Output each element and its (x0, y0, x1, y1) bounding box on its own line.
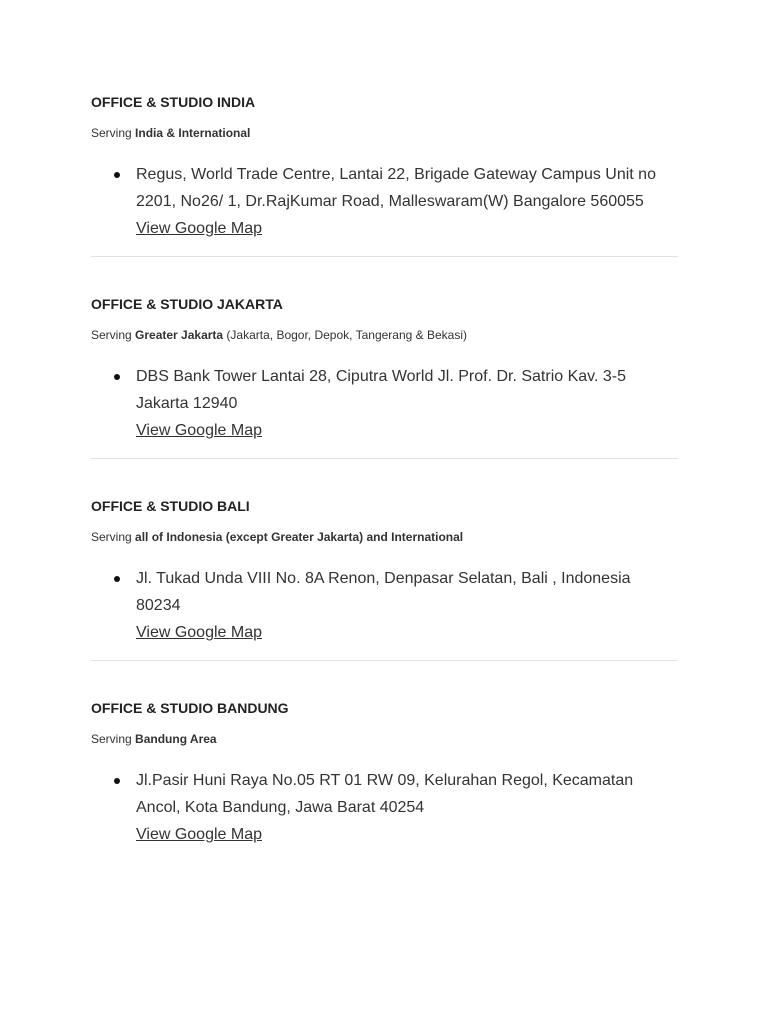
view-google-map-link[interactable]: View Google Map (136, 220, 262, 237)
address-list (91, 161, 678, 242)
address-text: Jl. Tukad Unda VIII No. 8A Renon, Denpasar Selatan, Bali , Indonesia 80234 (136, 570, 631, 614)
serving-suffix: (Jakarta, Bogor, Depok, Tangerang & Bekasi) (223, 328, 468, 342)
serving-text (91, 125, 678, 141)
serving-region: all of Indonesia (except Greater Jakarta) and International (135, 530, 464, 544)
address-list (91, 767, 678, 848)
office-india (91, 93, 678, 256)
view-google-map-link[interactable]: View Google Map (136, 826, 262, 843)
office-bandung (91, 660, 678, 862)
address-list (91, 565, 678, 646)
office-title: OFFICE & STUDIO INDIA (91, 94, 256, 110)
office-bali (91, 458, 678, 660)
serving-region: India & International (135, 126, 251, 140)
serving-text (91, 731, 678, 747)
office-title: OFFICE & STUDIO BANDUNG (91, 700, 289, 716)
office-title: OFFICE & STUDIO BALI (91, 498, 250, 514)
serving-prefix: Serving (91, 126, 136, 140)
office-list (91, 93, 678, 862)
address-item (136, 767, 678, 848)
serving-prefix: Serving (91, 530, 136, 544)
serving-region: Bandung Area (135, 732, 217, 746)
serving-prefix: Serving (91, 732, 136, 746)
address-text: Jl.Pasir Huni Raya No.05 RT 01 RW 09, Kelurahan Regol, Kecamatan Ancol, Kota Bandung, Jawa Barat 40254 (136, 772, 634, 816)
address-list (91, 363, 678, 444)
address-text: Regus, World Trade Centre, Lantai 22, Brigade Gateway Campus Unit no 2201, No26/ 1, Dr.RajKumar Road, Malleswaram(W) Bangalore 560055 (136, 166, 656, 210)
serving-text (91, 529, 678, 545)
address-item (136, 565, 678, 646)
office-title: OFFICE & STUDIO JAKARTA (91, 296, 283, 312)
view-google-map-link[interactable]: View Google Map (136, 422, 262, 439)
view-google-map-link[interactable]: View Google Map (136, 624, 262, 641)
serving-prefix: Serving (91, 328, 136, 342)
address-text: DBS Bank Tower Lantai 28, Ciputra World Jl. Prof. Dr. Satrio Kav. 3-5 Jakarta 12940 (136, 368, 626, 412)
office-jakarta (91, 256, 678, 458)
serving-text (91, 327, 678, 343)
address-item (136, 363, 678, 444)
address-item (136, 161, 678, 242)
serving-region: Greater Jakarta (135, 328, 224, 342)
